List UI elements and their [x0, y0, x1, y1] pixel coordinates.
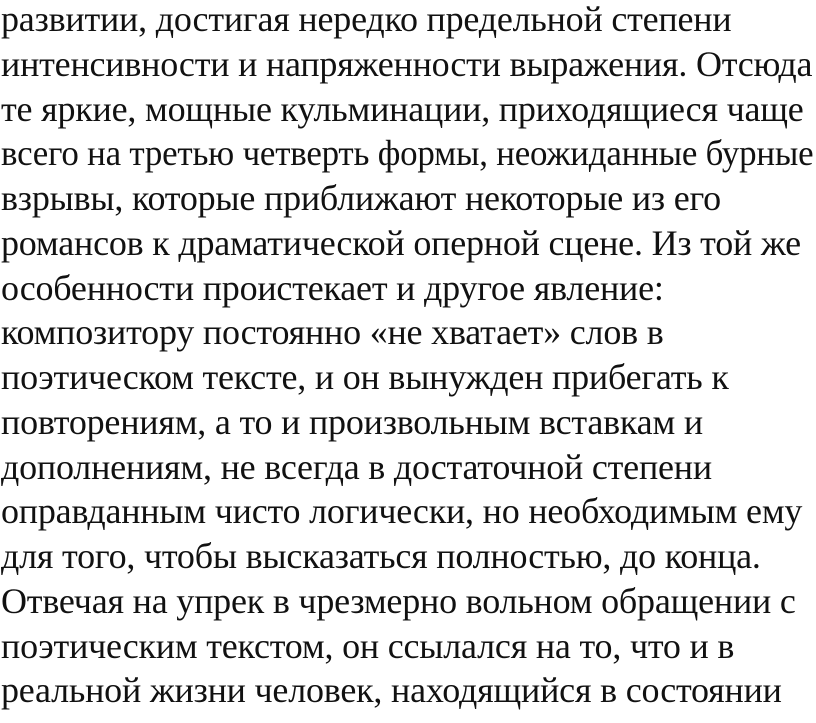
text-line-13: для того, чтобы высказаться полностью, до конца.: [1, 536, 761, 576]
text-line-12: оправданным чисто логически, но необходимым ему: [1, 491, 803, 531]
text-line-10: повторениям, а то и произвольным вставкам и: [1, 402, 703, 442]
text-line-2: интенсивности и напряженности выражения. Отсюда: [1, 44, 813, 84]
text-line-6: романсов к драматической оперной сцене. Из той же: [1, 223, 801, 263]
text-line-16: реальной жизни человек, находящийся в состоянии: [1, 670, 782, 710]
text-line-15: поэтическим текстом, он ссылался на то, что и в: [1, 626, 735, 666]
text-line-3: те яркие, мощные кульминации, приходящиеся чаще: [1, 89, 804, 129]
text-line-4: всего на третью четверть формы, неожиданные бурные: [1, 133, 814, 173]
text-line-9: поэтическом тексте, и он вынужден прибегать к: [1, 357, 729, 397]
text-line-14: Отвечая на упрек в чрезмерно вольном обращении с: [1, 581, 796, 621]
text-line-5: взрывы, которые приближают некоторые из его: [1, 178, 721, 218]
text-line-7: особенности проистекает и другое явление:: [1, 268, 664, 308]
text-line-11: дополнениям, не всегда в достаточной степени: [1, 447, 712, 487]
text-line-8: композитору постоянно «не хватает» слов в: [1, 312, 664, 352]
text-line-1: развитии, достигая нередко предельной степени: [1, 0, 732, 39]
